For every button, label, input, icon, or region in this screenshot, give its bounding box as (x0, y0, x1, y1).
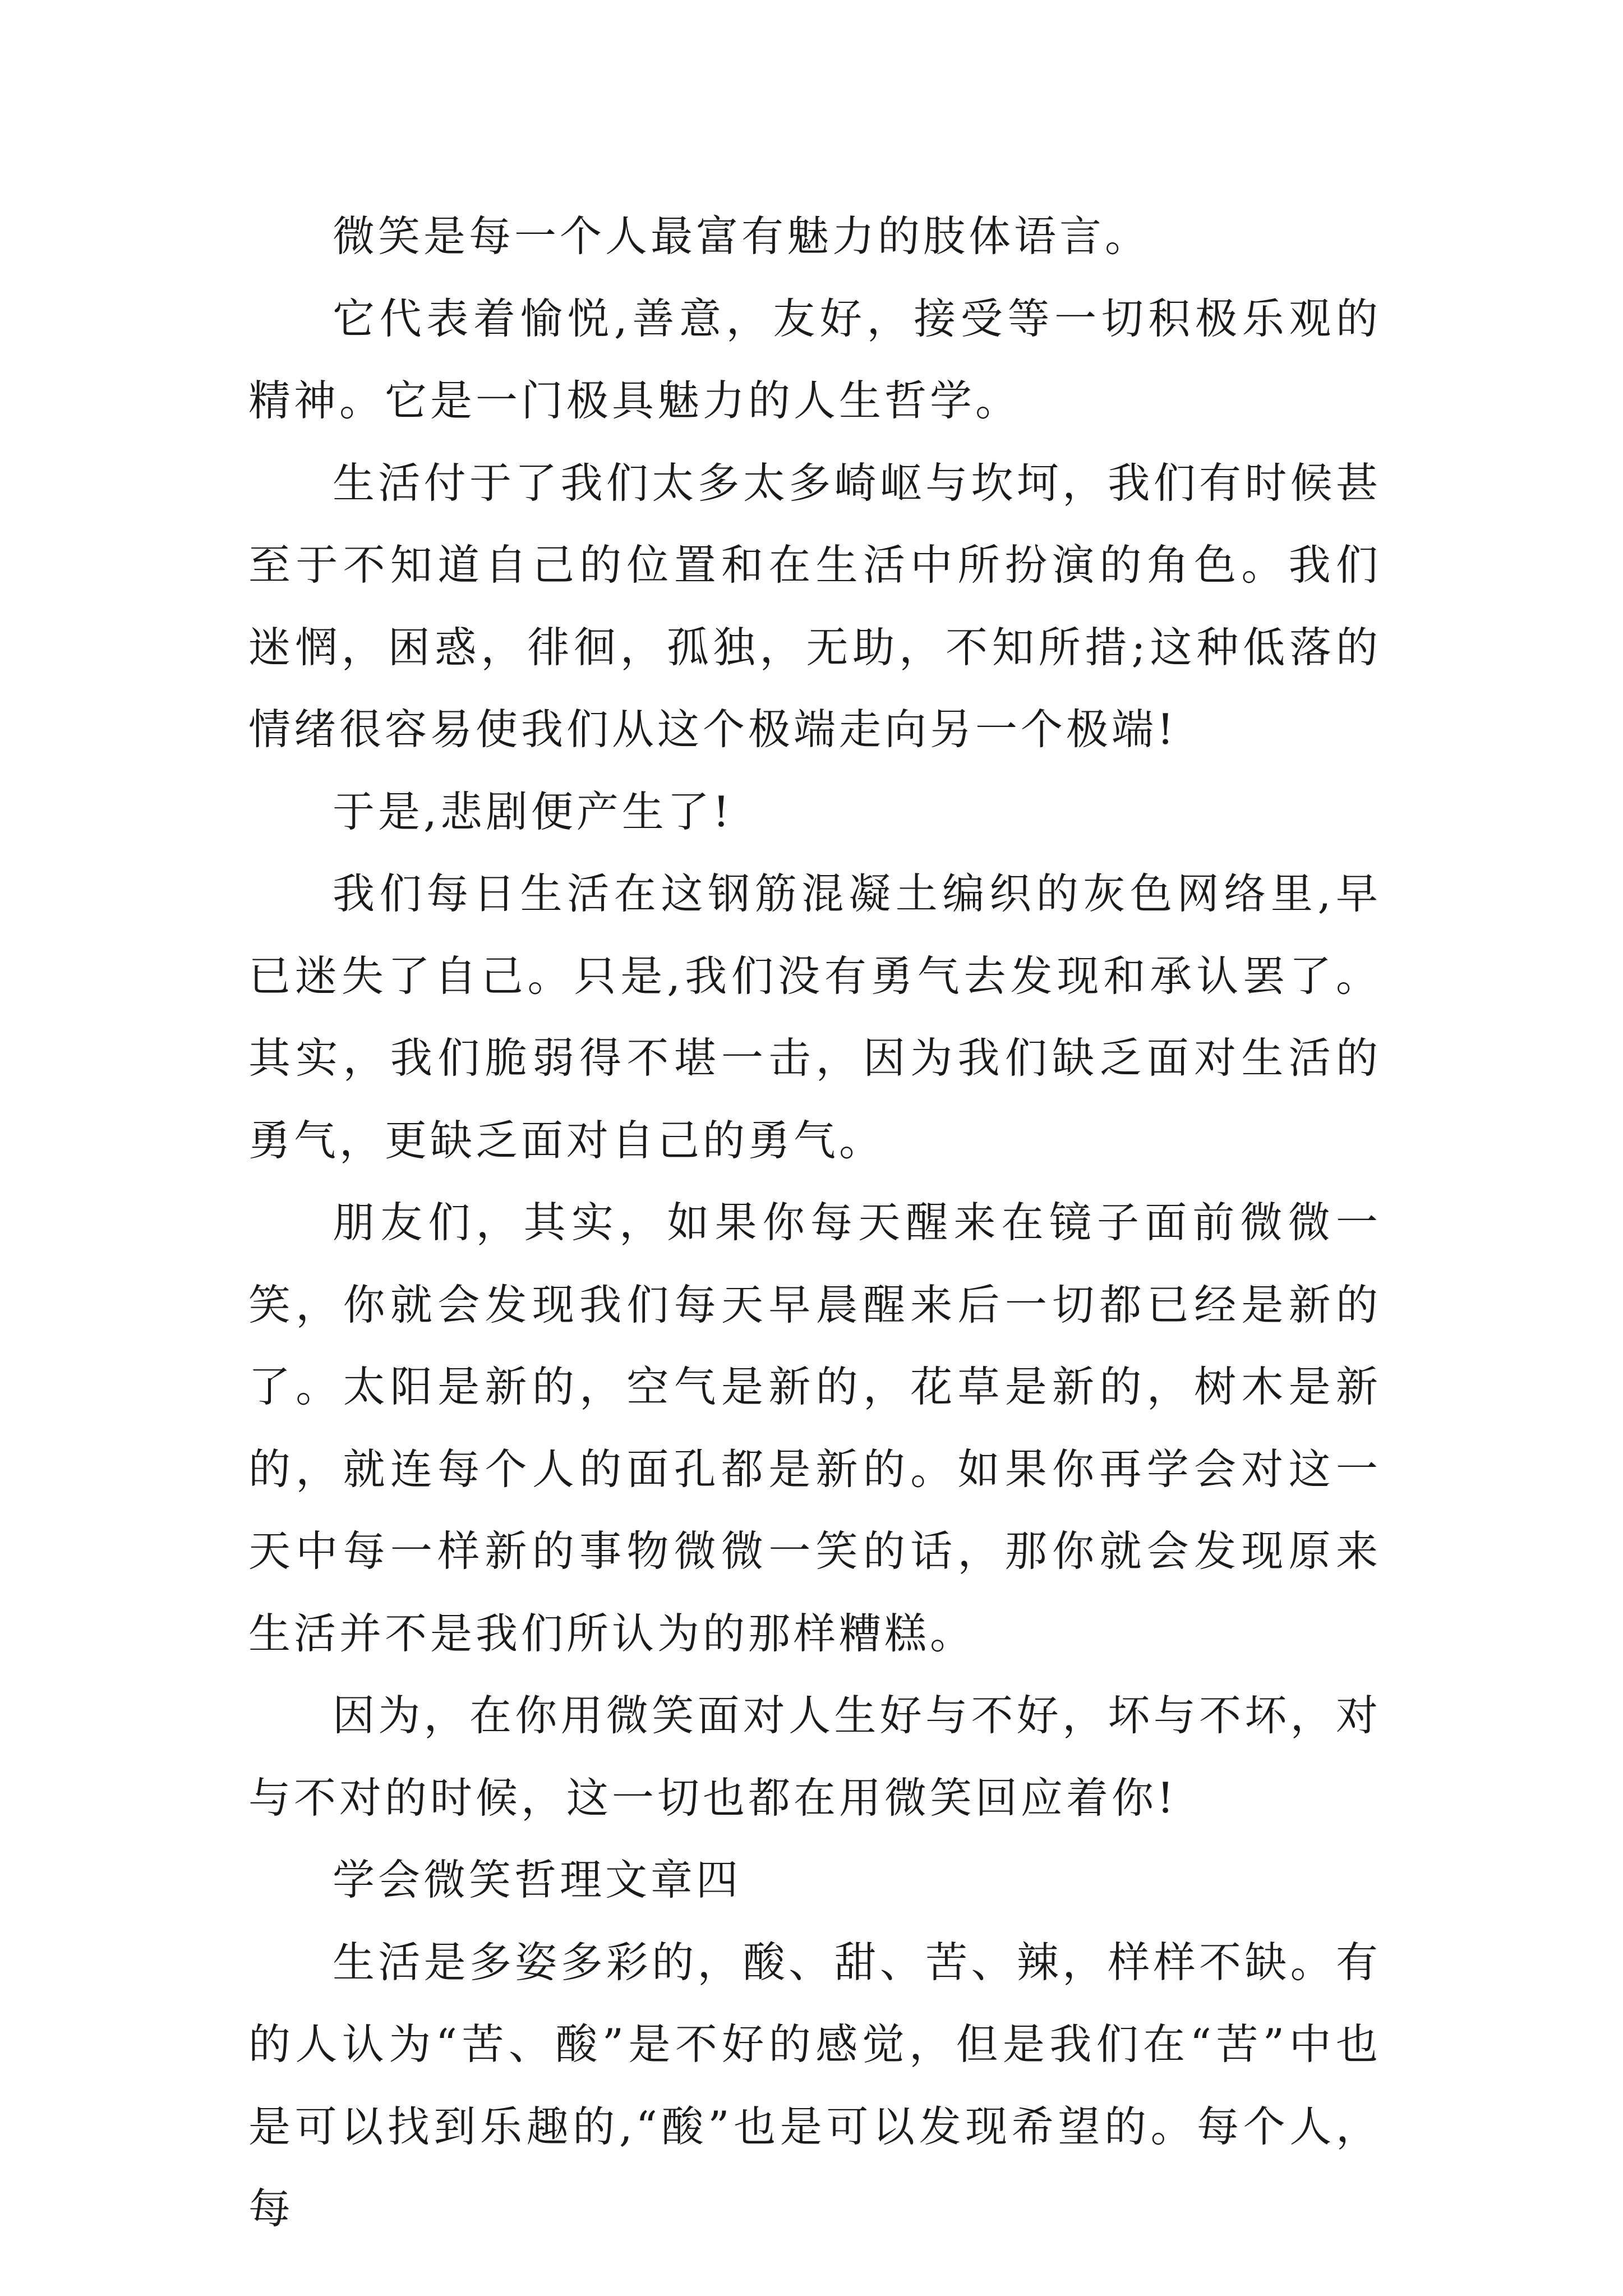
paragraph-3: 生活付于了我们太多太多崎岖与坎坷，我们有时候甚至于不知道自己的位置和在生活中所扮演的角色。我们迷惘，困惑，徘徊，孤独，无助，不知所措;这种低落的情绪很容易使我们从这个极端走向另一个极端! (248, 458, 1381, 754)
paragraph-4: 于是,悲剧便产生了! (333, 786, 733, 836)
document-body (248, 195, 1381, 2250)
paragraph-5: 我们每日生活在这钢筋混凝土编织的灰色网络里,早已迷失了自己。只是,我们没有勇气去发现和承认罢了。其实，我们脆弱得不堪一击，因为我们缺乏面对生活的勇气，更缺乏面对自己的勇气。 (248, 869, 1381, 1165)
paragraph-8: 生活是多姿多彩的，酸、甜、苦、辣，样样不缺。有的人认为“苦、酸”是不好的感觉，但是我们在“苦”中也是可以找到乐趣的,“酸”也是可以发现希望的。每个人，每 (248, 1937, 1381, 2233)
paragraph-2: 它代表着愉悦,善意，友好，接受等一切积极乐观的精神。它是一门极具魅力的人生哲学。 (248, 293, 1381, 425)
paragraph-7: 因为，在你用微笑面对人生好与不好，坏与不坏，对与不对的时候，这一切也都在用微笑回应着你! (248, 1691, 1381, 1823)
paragraph-6: 朋友们，其实，如果你每天醒来在镜子面前微微一笑，你就会发现我们每天早晨醒来后一切都已经是新的了。太阳是新的，空气是新的，花草是新的，树木是新的，就连每个人的面孔都是新的。如果你再学会对这一天中每一样新的事物微微一笑的话，那你就会发现原来生活并不是我们所认为的那样糟糕。 (248, 1198, 1381, 1658)
section-heading: 学会微笑哲理文章四 (333, 1855, 742, 1904)
paragraph-1: 微笑是每一个人最富有魅力的肢体语言。 (333, 211, 1151, 261)
